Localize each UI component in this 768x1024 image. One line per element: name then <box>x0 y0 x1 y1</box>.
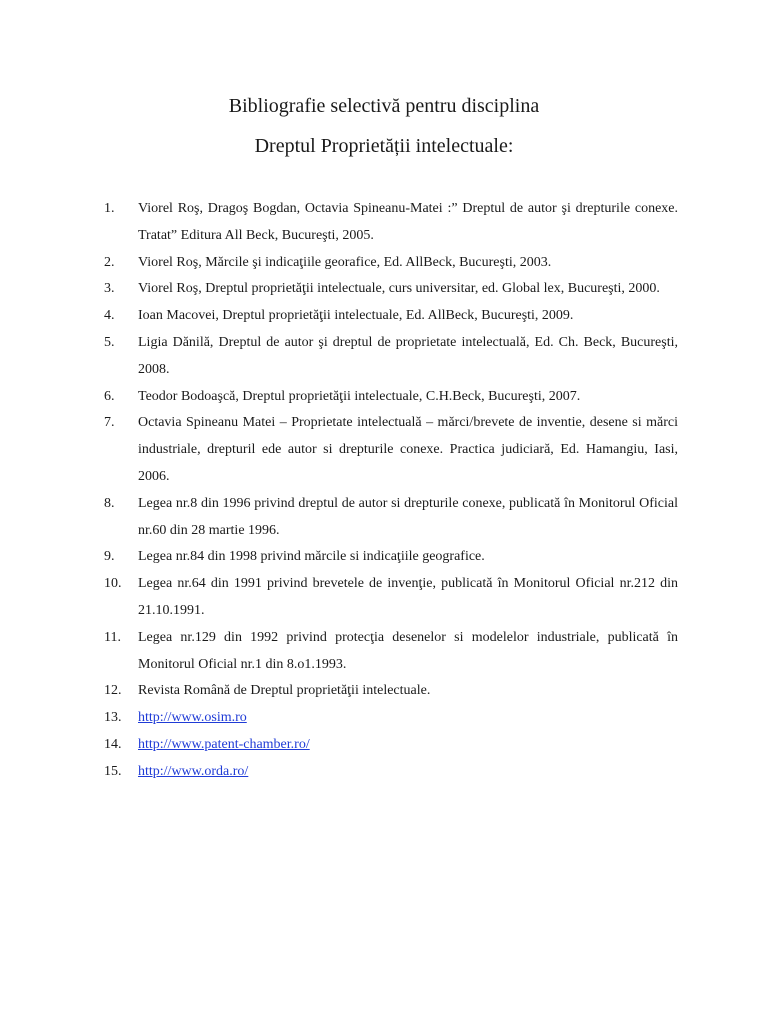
item-text: Legea nr.8 din 1996 privind dreptul de autor si drepturile conexe, publicată în Monitorul Oficial nr.60 din 28 martie 1996. <box>138 495 678 538</box>
item-number: 10. <box>104 576 122 592</box>
list-item <box>104 276 678 303</box>
item-number: 8. <box>104 495 115 511</box>
list-item <box>104 330 678 384</box>
item-text: Viorel Roş, Dragoş Bogdan, Octavia Spineanu-Matei :” Dreptul de autor şi drepturile conexe. Tratat” Editura All Beck, Bucureşti, 2005. <box>138 201 678 243</box>
patent-chamber-link[interactable]: http://www.patent-chamber.ro/ <box>138 736 310 752</box>
item-text: Teodor Bodoaşcă, Dreptul proprietăţii intelectuale, C.H.Beck, Bucureşti, 2007. <box>138 388 581 404</box>
item-text: Ioan Macovei, Dreptul proprietăţii intelectuale, Ed. AllBeck, Bucureşti, 2009. <box>138 308 574 324</box>
item-text: Legea nr.129 din 1992 privind protecţia desenelor si modelelor industriale, publicată în Monitorul Oficial nr.1 din 8.o1.1993. <box>138 629 678 672</box>
item-number: 6. <box>104 388 115 404</box>
osim-link[interactable]: http://www.osim.ro <box>138 710 247 726</box>
item-number: 9. <box>104 549 115 565</box>
item-text: Legea nr.84 din 1998 privind mărcile si indicaţiile geografice. <box>138 549 485 565</box>
item-text: Revista Română de Dreptul proprietăţii intelectuale. <box>138 683 431 699</box>
list-item <box>104 544 678 571</box>
list-item <box>104 196 678 250</box>
item-number: 2. <box>104 254 115 270</box>
list-item <box>104 384 678 411</box>
list-item <box>104 410 678 490</box>
list-item <box>104 250 678 277</box>
item-number: 5. <box>104 334 115 350</box>
list-item <box>104 491 678 545</box>
item-number: 13. <box>104 710 122 726</box>
item-number: 3. <box>104 281 115 297</box>
item-number: 14. <box>104 736 122 752</box>
list-item <box>104 678 678 705</box>
list-item <box>104 625 678 679</box>
item-text: Viorel Roş, Mărcile şi indicaţiile georafice, Ed. AllBeck, Bucureşti, 2003. <box>138 254 552 270</box>
item-number: 12. <box>104 683 122 699</box>
document-subtitle: Dreptul Proprietății intelectuale: <box>254 135 514 157</box>
list-item <box>104 571 678 625</box>
bibliography-list <box>104 196 678 786</box>
item-number: 1. <box>104 201 115 216</box>
list-item <box>104 705 678 732</box>
item-text: Legea nr.64 din 1991 privind brevetele de invenţie, publicată în Monitorul Oficial nr.212 din 21.10.1991. <box>138 576 678 618</box>
item-text: Viorel Roş, Dreptul proprietăţii intelectuale, curs universitar, ed. Global lex, Bucureşti, 2000. <box>138 281 660 297</box>
item-text: Octavia Spineanu Matei – Proprietate intelectuală – mărci/brevete de inventie, desene si mărci industriale, drepturil ede autor si drepturile conexe. Practica judiciară, Ed. Hamangiu, Iasi, 2006. <box>138 415 678 484</box>
list-item <box>104 732 678 759</box>
document-title: Bibliografie selectivă pentru disciplina <box>228 95 540 117</box>
item-number: 11. <box>104 629 121 645</box>
list-item <box>104 759 678 786</box>
item-number: 7. <box>104 415 115 431</box>
item-number: 15. <box>104 763 122 779</box>
orda-link[interactable]: http://www.orda.ro/ <box>138 763 249 779</box>
item-text: Ligia Dănilă, Dreptul de autor şi dreptul de proprietate intelectuală, Ed. Ch. Beck, Bucureşti, 2008. <box>138 334 678 377</box>
item-number: 4. <box>104 308 115 324</box>
list-item <box>104 303 678 330</box>
